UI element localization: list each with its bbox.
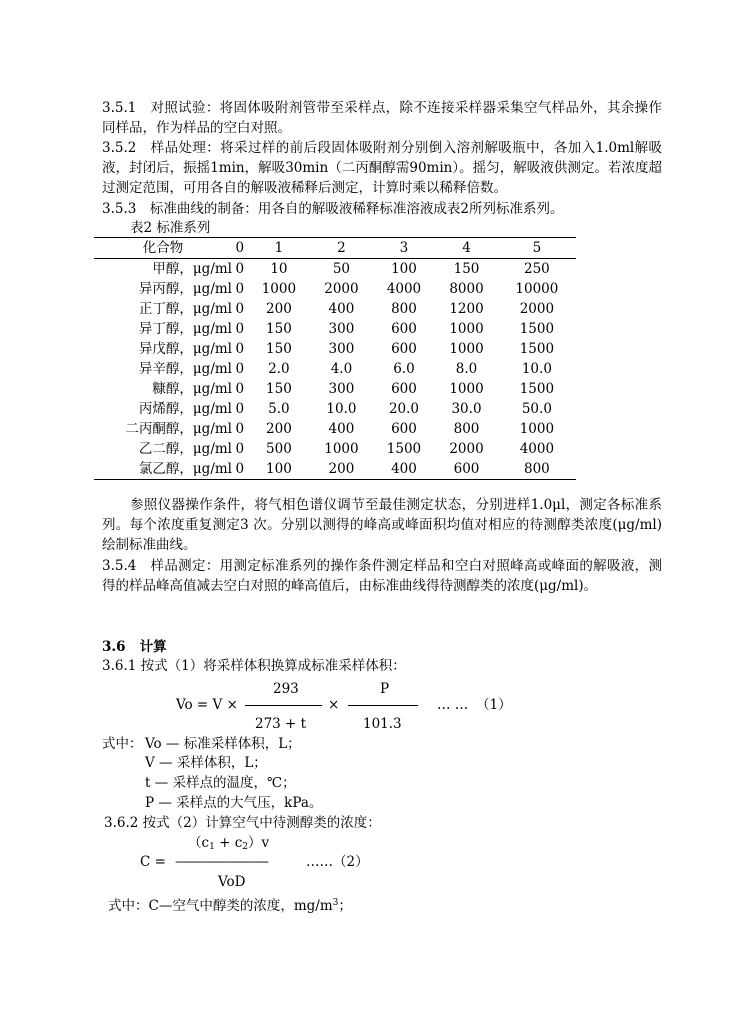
fraction-bar	[245, 705, 322, 706]
table-cell: 0	[235, 301, 245, 317]
table-cell: 6.0	[393, 361, 415, 377]
table-cell: 10	[270, 261, 288, 277]
table-cell: 异辛醇，μg/ml	[138, 361, 232, 377]
table-cell: 1000	[519, 421, 555, 437]
table-cell: 4000	[386, 281, 422, 297]
table-cell: 0	[235, 341, 245, 357]
table-cell: 1000	[449, 321, 484, 337]
table-cell: 1000	[449, 341, 484, 357]
table-cell: 1000	[261, 281, 297, 297]
table-cell: 800	[391, 301, 417, 317]
fraction-bar	[348, 705, 418, 706]
formula2-numerator: $(c_1 + c_2)v$	[188, 835, 270, 852]
section-3-6-heading	[102, 637, 167, 657]
table-cell: 200	[266, 421, 292, 437]
table-cell: 100	[266, 461, 292, 477]
table-header-cell: 4	[462, 240, 471, 256]
table-cell: 异丁醇，μg/ml	[138, 321, 232, 337]
section-3-6-1: 3.6.1 按式（1）将采样体积换算成标准采样体积：	[102, 658, 406, 674]
formula1-label: （1）	[476, 697, 512, 713]
table-row	[94, 299, 576, 319]
table-cell: 1500	[519, 381, 555, 397]
table-cell: 10.0	[521, 361, 552, 377]
table-cell: 甲醇，μg/ml	[152, 261, 232, 277]
standard-series-table	[94, 237, 576, 480]
formula2-lhs: C =	[140, 854, 166, 870]
variable-definition: P — 采样点的大气压，kPa。	[145, 795, 323, 811]
table-body	[94, 259, 576, 480]
formula1-dots: … …	[437, 697, 469, 713]
table-cell: 1000	[324, 441, 359, 457]
section-3-5-3: 3.5.3 标准曲线的制备：用各自的解吸液稀释标准溶液成表2所列标准系列。	[102, 201, 564, 217]
table-header-cell: 化合物	[142, 240, 184, 256]
section-3-5-4: 3.5.4 样品测定：用测定标准系列的操作条件测定样品和空白对照峰高或峰面的解吸液，测得的样品峰高值减去空白对照的峰高值后，由标准曲线得待测醇类的浓度(μg/ml)。	[102, 558, 662, 594]
table-cell: 150	[266, 381, 292, 397]
table-cell: 400	[328, 301, 355, 317]
table-cell: 30.0	[451, 401, 482, 417]
table-cell: 异戊醇，μg/ml	[138, 341, 232, 357]
table-cell: 2000	[324, 281, 359, 297]
table-cell: 2000	[519, 301, 555, 317]
table-cell: 0	[235, 361, 245, 377]
table-cell: 150	[266, 341, 292, 357]
table-row	[94, 439, 576, 459]
formula1-times: ×	[328, 697, 340, 713]
table-cell: 600	[391, 341, 417, 357]
table-cell: 4000	[519, 441, 555, 457]
table-cell: 1200	[449, 301, 484, 317]
table-row	[94, 319, 576, 339]
table-row	[94, 379, 576, 399]
table-row	[94, 459, 576, 480]
table-cell: 0	[235, 441, 245, 457]
table-header-cell: 2	[337, 240, 346, 256]
table-cell: 200	[266, 301, 292, 317]
table-cell: 1500	[519, 341, 555, 357]
section-3-6-2: 3.6.2 按式（2）计算空气中待测醇类的浓度：	[104, 815, 381, 831]
section-3-5-1: 3.5.1 对照试验：将固体吸附剂管带至采样点，除不连接采样器采集空气样品外，其余操作同样品，作为样品的空白对照。	[102, 100, 662, 136]
table-header-row	[94, 238, 576, 259]
table-cell: 800	[523, 461, 550, 477]
table-cell: 100	[391, 261, 417, 277]
table-cell: 氯乙醇，μg/ml	[138, 461, 232, 477]
formula1-numerator-2: P	[380, 681, 390, 697]
table-cell: 1000	[449, 381, 484, 397]
table-cell: 5.0	[268, 401, 290, 417]
table-cell: 2000	[449, 441, 484, 457]
table-cell: 0	[235, 281, 245, 297]
table-cell: 400	[328, 421, 355, 437]
table-cell: 2.0	[268, 361, 290, 377]
table-cell: 糠醇，μg/ml	[152, 381, 232, 397]
table-cell: 400	[391, 461, 417, 477]
variable-definition: Vo — 标准采样体积，L；	[145, 736, 301, 752]
table-cell: 200	[328, 461, 355, 477]
table-cell: 50	[332, 261, 351, 277]
table-cell: 20.0	[388, 401, 419, 417]
table-cell: 0	[235, 381, 245, 397]
table-header-cell: 3	[399, 240, 409, 256]
table-row	[94, 339, 576, 359]
table-cell: 600	[391, 381, 417, 397]
table-cell: 50.0	[521, 401, 552, 417]
formula1-denominator-1: 273 + t	[255, 716, 307, 732]
table-cell: 0	[235, 461, 245, 477]
section-number: 3.6	[102, 639, 126, 655]
table-cell: 1500	[519, 321, 555, 337]
table-row	[94, 359, 576, 379]
table-cell: 300	[328, 381, 355, 397]
table-cell: 300	[328, 341, 355, 357]
section-title: 计算	[139, 639, 167, 655]
table-cell: 10.0	[326, 401, 357, 417]
variable-definition: t — 采样点的温度，℃；	[145, 775, 296, 791]
table-cell: 300	[328, 321, 355, 337]
table-cell: 1500	[386, 441, 422, 457]
where-lead: 式中：	[102, 736, 143, 752]
formula2-fraction-bar: ————————	[175, 854, 267, 870]
table-header-cell: 1	[274, 240, 284, 256]
table-cell: 250	[523, 261, 550, 277]
table-cell: 正丁醇，μg/ml	[138, 301, 232, 317]
table-row	[94, 399, 576, 419]
table-cell: 0	[235, 401, 245, 417]
table-cell: 500	[266, 441, 292, 457]
table-cell: 600	[391, 321, 417, 337]
table-cell: 异丙醇，μg/ml	[138, 281, 232, 297]
section-3-5-2: 3.5.2 样品处理：将采过样的前后段固体吸附剂分别倒入溶剂解吸瓶中，各加入1.0ml解吸液，封闭后，振摇1min，解吸30min（二丙酮醇需90min）。摇匀，解吸液供测定。若浓度超过测定范围，可用各自的解吸液稀释后测定，计算时乘以稀释倍数。	[102, 140, 662, 196]
formula2-variable-list: 式中：C—空气中醇类的浓度，$mg/m^3$；	[108, 898, 352, 914]
table-cell: 0	[235, 421, 245, 437]
formula1-lhs: Vo = V ×	[176, 697, 238, 713]
formula1-numerator-1: 293	[273, 681, 299, 697]
table-cell: 乙二醇，μg/ml	[138, 441, 232, 457]
table-cell: 0	[235, 321, 245, 337]
variable-definition: V — 采样体积，L；	[145, 755, 267, 771]
formula2-denominator: VoD	[218, 874, 246, 890]
table-cell: 800	[453, 421, 480, 437]
table-header-cell: 5	[532, 240, 542, 256]
paragraph-instrument-conditions: 参照仪器操作条件，将气相色谱仪调节至最佳测定状态，分别进样1.0μl，测定各标准系列。每个浓度重复测定3 次。分别以测得的峰高或峰面积均值对相应的待测醇类浓度(μg/ml)绘制标准曲线。	[102, 497, 662, 553]
table-cell: 10000	[515, 281, 559, 297]
table-row	[94, 279, 576, 299]
table-row	[94, 259, 576, 280]
table-row	[94, 419, 576, 439]
table-cell: 丙烯醇，μg/ml	[138, 401, 232, 417]
table-cell: 150	[453, 261, 480, 277]
table-cell: 8000	[449, 281, 484, 297]
table-caption: 表2 标准系列	[130, 220, 211, 236]
table-header-cell: 0	[235, 240, 245, 256]
table-cell: 150	[266, 321, 292, 337]
table-cell: 600	[391, 421, 417, 437]
table-cell: 8.0	[455, 361, 478, 377]
table-cell: 4.0	[330, 361, 353, 377]
table-cell: 0	[235, 261, 245, 277]
formula2-label: ……（2）	[306, 854, 369, 870]
formula1-denominator-2: 101.3	[363, 716, 402, 732]
table-cell: 二丙酮醇，μg/ml	[125, 421, 232, 437]
table-cell: 600	[453, 461, 480, 477]
